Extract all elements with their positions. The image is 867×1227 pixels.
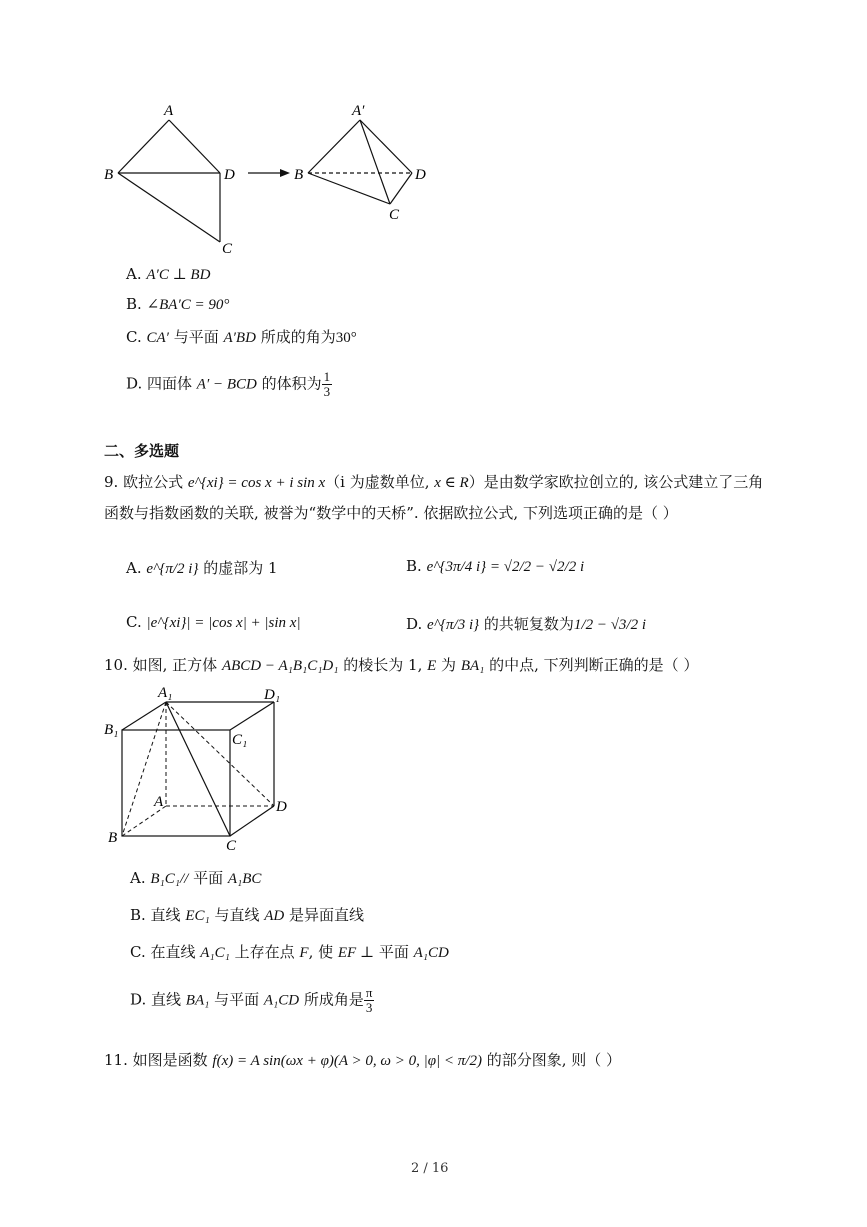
math: |e^{xi}| = |cos x| + |sin x| (146, 615, 301, 631)
text: , 使 (308, 943, 338, 961)
math: e^{π/3 i} (427, 617, 480, 633)
math: x ∈ R (434, 475, 469, 491)
text: 的部分图象, 则（ ） (481, 1051, 622, 1069)
arrow-head (280, 169, 290, 177)
label-D: D (224, 167, 235, 183)
label-D1: D₁ (264, 687, 281, 703)
text: 10. 如图, 正方体 (104, 656, 222, 674)
label-C2: C (389, 207, 400, 223)
text: 的虚部为 1 (198, 559, 278, 577)
q9-option-b (406, 556, 584, 577)
edge-C1D1 (230, 702, 274, 730)
math: ABCD − A₁B₁C₁D₁ (221, 658, 339, 674)
math: B₁C₁// (150, 871, 189, 887)
q9-line-2: 函数与指数函数的关联, 被誉为“数学中的天桥”. 依据欧拉公式, 下列选项正确的是（ ） (104, 504, 678, 522)
edge-BC2 (308, 173, 390, 204)
q11-line (104, 1050, 621, 1071)
text: 与平面 (168, 328, 224, 346)
math: A₁CD (413, 945, 449, 961)
edge-A1C (360, 120, 390, 204)
label-A1: A₁ (158, 685, 173, 701)
section-heading: 二、多选题 (104, 442, 180, 460)
math: A′BD (223, 330, 256, 346)
label-A: A (154, 794, 164, 810)
cube-diagram (100, 680, 300, 855)
edge-AB (118, 120, 169, 173)
math: 1/2 − √3/2 i (573, 617, 647, 633)
text: 所成的角为 (255, 328, 336, 346)
fold-diagram (100, 100, 440, 260)
fraction: $\frac{\pi}{3}$ (365, 985, 373, 1015)
option-label: C. (126, 328, 147, 346)
label-C: C (226, 838, 237, 854)
math: EC₁ (185, 908, 210, 924)
math: A₁C₁ (200, 945, 230, 961)
text: （i 为虚数单位, (325, 473, 435, 491)
edge-BA-hidden (122, 806, 166, 836)
q10-option-b (130, 905, 364, 926)
math: e^{3π/4 i} = √2/2 − √2/2 i (426, 559, 585, 575)
math: BA₁ (460, 658, 485, 674)
option-label: D. (406, 615, 428, 633)
edge-AD (169, 120, 220, 173)
euler-formula: e^{xi} = cos x + i sin x (187, 475, 326, 491)
text: 的中点, 下列判断正确的是（ ） (484, 656, 699, 674)
option-label: C. (126, 613, 147, 631)
text: 所成角是 (299, 990, 364, 1009)
label-A: A (164, 103, 174, 119)
math: AD (264, 908, 285, 924)
fraction: $\frac{1}{3}$ (323, 369, 331, 399)
text: 是异面直线 (284, 906, 365, 924)
text: 平面 (374, 943, 414, 961)
q9-option-c (126, 612, 301, 633)
math: BA₁ (185, 992, 210, 1009)
label-C: C (222, 241, 233, 257)
math: A₁CD (263, 992, 300, 1009)
label-C1: C₁ (232, 732, 248, 748)
label-B: B (104, 167, 114, 183)
q8-option-d (126, 370, 332, 399)
q10-option-d (130, 986, 374, 1015)
edge-A1D-hidden (166, 702, 274, 806)
math: F (299, 945, 309, 961)
function-formula: f(x) = A sin(ωx + φ) (212, 1053, 334, 1069)
edge-CD (230, 806, 274, 836)
math: E (427, 658, 437, 674)
text: 与直线 (209, 906, 265, 924)
label-B: B (108, 830, 118, 846)
option-label: B. (126, 295, 147, 313)
math: A₁BC (227, 871, 262, 887)
label-A-prime: A′ (352, 103, 365, 119)
q10-option-c (130, 942, 449, 963)
edge-A1B (308, 120, 360, 173)
conditions: (A > 0, ω > 0, |φ| < π/2) (333, 1053, 482, 1069)
edge-A1B-hidden (122, 702, 166, 836)
option-label: D. 四面体 (126, 374, 197, 393)
math: A′C ⊥ BD (146, 267, 211, 283)
q9-line-1 (104, 472, 763, 493)
option-label: A. (126, 559, 147, 577)
q9-option-a (126, 558, 278, 579)
label-D: D (276, 799, 287, 815)
q8-option-b (126, 294, 229, 315)
q10-option-a (130, 868, 261, 889)
edge-A1C (166, 702, 230, 836)
math: EF ⊥ (337, 945, 375, 961)
text: ）是由数学家欧拉创立的, 该公式建立了三角 (468, 473, 764, 491)
math: ∠BA′C = 90° (146, 297, 230, 313)
text: 平面 (188, 869, 228, 887)
math: CA′ (146, 330, 169, 346)
label-B1: B₁ (104, 722, 119, 738)
edge-DC2 (390, 173, 412, 204)
edge-A1D (360, 120, 412, 173)
math: e^{π/2 i} (146, 561, 199, 577)
edge-BC (118, 173, 220, 242)
text: 9. 欧拉公式 (104, 473, 188, 491)
option-label: B. 直线 (130, 906, 186, 924)
math: A′ − BCD (196, 376, 257, 393)
q9-option-d (406, 614, 646, 635)
q10-line-1 (104, 655, 698, 676)
option-label: B. (406, 557, 427, 575)
math: 30° (335, 330, 357, 346)
option-label: A. (130, 869, 151, 887)
text: 上存在点 (229, 943, 300, 961)
option-label: C. 在直线 (130, 943, 201, 961)
option-label: A. (126, 265, 147, 283)
cube-front-face (122, 730, 230, 836)
label-B2: B (294, 167, 304, 183)
text: 的棱长为 1, (338, 656, 428, 674)
text: 的体积为 (256, 374, 322, 393)
text: 11. 如图是函数 (104, 1051, 213, 1069)
text: 的共轭复数为 (479, 615, 574, 633)
page-number: 2 / 16 (411, 1161, 449, 1176)
option-label: D. 直线 (130, 990, 186, 1009)
q8-option-a (126, 264, 210, 285)
label-D2: D (415, 167, 426, 183)
q8-option-c (126, 327, 357, 348)
edge-B1A1 (122, 702, 166, 730)
text: 与平面 (209, 990, 264, 1009)
text: 为 (436, 656, 461, 674)
